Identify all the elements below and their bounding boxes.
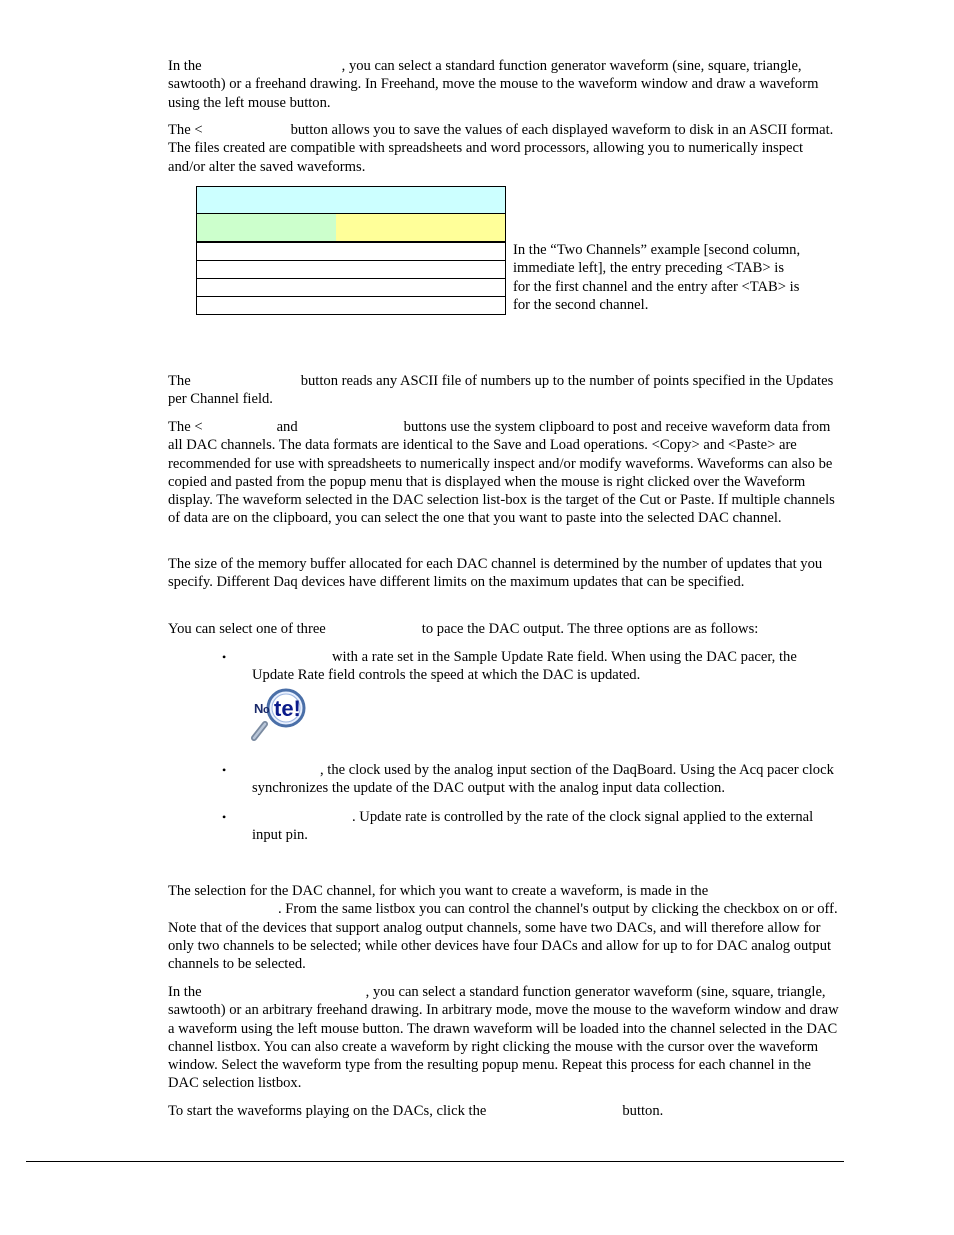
table-col-two-channels (336, 214, 505, 241)
note-magnifier-icon (251, 688, 313, 742)
paragraph-start-waveforms: To start the waveforms playing on the DACs, click the button. (168, 1103, 664, 1119)
paragraph-save-button: The < button allows you to save the values of each displayed waveform to disk in an ASCII format. The files created are compatible with spreadsheets and word processors, allowing you to numerically inspect and/or alter the saved waveforms. (168, 122, 834, 175)
paragraph-load-button: The button reads any ASCII file of numbers up to the number of points specified in the Updates per Channel field. (168, 373, 834, 408)
svg-text:N: N (254, 701, 264, 716)
svg-text:o: o (263, 704, 270, 716)
footer-divider (26, 1161, 844, 1162)
bullet-glyph: • (222, 810, 227, 824)
table-row (196, 261, 506, 279)
table-side-note: In the “Two Channels” example [second column, immediate left], the entry preceding <TAB> is for the first channel and the entry after <TAB> is for the second channel. (513, 242, 801, 313)
table-col-one-channel (197, 214, 336, 241)
table-row (196, 279, 506, 297)
table-header-row (196, 186, 506, 214)
paragraph-dac-channel-selection: The selection for the DAC channel, for which you want to create a waveform, is made in the . From the same listbox you can control the channel's output by clicking the checkbox on or off. Note that of the devices that support analog output channels, some have two DACs, and will therefore allow for only two channels to be selected; while other devices have four DACs and allow for up to for DAC analog output channels to be selected. (168, 883, 838, 973)
bullet-glyph: • (222, 763, 227, 777)
file-format-table (196, 186, 506, 315)
paragraph-memory-buffer: The size of the memory buffer allocated for each DAC channel is determined by the number of updates that you specify. Different Daq devices have different limits on the maximum updates that can be specified. (168, 556, 823, 591)
svg-text:te!: te! (274, 696, 301, 721)
bullet-glyph: • (222, 650, 227, 664)
paragraph-waveform-intro: In the , you can select a standard function generator waveform (sine, square, triangle, sawtooth) or a freehand drawing. In Freehand, move the mouse to the waveform window and draw a waveform using the left mouse button. (168, 58, 819, 111)
table-row (196, 243, 506, 261)
table-subheader-row (196, 214, 506, 243)
table-row (196, 297, 506, 315)
paragraph-copy-paste: The < and buttons use the system clipboard to post and receive waveform data from all DAC channels. The data formats are identical to the Save and Load operations. <Copy> and <Paste> are recommended for use with spreadsheets to numerically inspect and/or modify waveforms. Waveforms can also be copied and pasted from the popup menu that is displayed when the mouse is right clicked over the Waveform display. The waveform selected in the DAC selection list-box is the target of the Cut or Paste. If multiple channels of data are on the clipboard, you can select the one that you want to paste into the selected DAC channel. (168, 419, 835, 527)
paragraph-waveform-selection: In the , you can select a standard function generator waveform (sine, square, triangle, sawtooth) or an arbitrary freehand drawing. In arbitrary mode, move the mouse to the waveform window and draw a waveform using the left mouse button. The drawn waveform will be loaded into the channel selected in the DAC channel listbox. You can also create a waveform by right clicking the mouse with the cursor over the waveform window. Select the waveform type from the resulting popup menu. Repeat this process for each channel in the DAC selection listbox. (168, 984, 839, 1092)
paragraph-pacer-options: You can select one of three to pace the DAC output. The three options are as follows: (168, 621, 759, 637)
